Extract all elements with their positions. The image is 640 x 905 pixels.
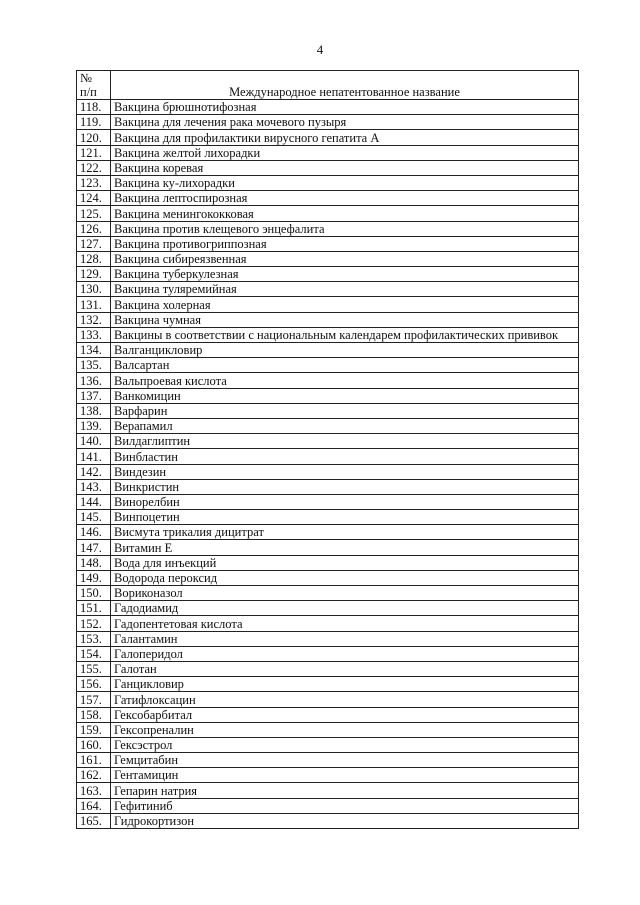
row-drug-name: Валсартан	[111, 358, 579, 373]
table-row	[77, 267, 579, 282]
table-row	[77, 677, 579, 692]
row-drug-name: Вакцина холерная	[111, 297, 579, 312]
row-number: 125.	[77, 206, 111, 221]
row-number: 149.	[77, 570, 111, 585]
row-number: 147.	[77, 540, 111, 555]
row-drug-name: Вакцина туберкулезная	[111, 267, 579, 282]
row-drug-name: Винбластин	[111, 449, 579, 464]
row-drug-name: Вориконазол	[111, 586, 579, 601]
row-drug-name: Вода для инъекций	[111, 555, 579, 570]
table-row	[77, 570, 579, 585]
row-drug-name: Ванкомицин	[111, 388, 579, 403]
row-number: 131.	[77, 297, 111, 312]
table-header-row	[77, 71, 579, 100]
row-number: 164.	[77, 798, 111, 813]
row-number: 155.	[77, 661, 111, 676]
row-drug-name: Галотан	[111, 661, 579, 676]
row-number: 152.	[77, 616, 111, 631]
row-drug-name: Гадопентетовая кислота	[111, 616, 579, 631]
row-number: 163.	[77, 783, 111, 798]
table-row	[77, 418, 579, 433]
table-row	[77, 479, 579, 494]
row-number: 143.	[77, 479, 111, 494]
column-header-number-abbr: п/п	[80, 85, 97, 99]
row-drug-name: Вакцина брюшнотифозная	[111, 100, 579, 115]
table-row	[77, 388, 579, 403]
row-number: 148.	[77, 555, 111, 570]
table-row	[77, 403, 579, 418]
row-drug-name: Вальпроевая кислота	[111, 373, 579, 388]
row-drug-name: Валганцикловир	[111, 343, 579, 358]
row-drug-name: Вакцина чумная	[111, 312, 579, 327]
row-drug-name: Вакцина туляремийная	[111, 282, 579, 297]
row-drug-name: Вакцина лептоспирозная	[111, 191, 579, 206]
row-drug-name: Вакцина сибиреязвенная	[111, 251, 579, 266]
table-row	[77, 130, 579, 145]
table-row	[77, 616, 579, 631]
page-number: 4	[316, 42, 324, 57]
row-number: 121.	[77, 145, 111, 160]
table-row	[77, 191, 579, 206]
table-row	[77, 464, 579, 479]
table-row	[77, 251, 579, 266]
table-row	[77, 783, 579, 798]
row-drug-name: Вакцина ку-лихорадки	[111, 175, 579, 190]
table-row	[77, 297, 579, 312]
row-number: 139.	[77, 418, 111, 433]
row-number: 132.	[77, 312, 111, 327]
row-number: 137.	[77, 388, 111, 403]
table-row	[77, 631, 579, 646]
row-drug-name: Вакцина для лечения рака мочевого пузыря	[111, 115, 579, 130]
table-row	[77, 206, 579, 221]
row-drug-name: Витамин Е	[111, 540, 579, 555]
table-row	[77, 586, 579, 601]
table-row	[77, 555, 579, 570]
row-drug-name: Гидрокортизон	[111, 813, 579, 828]
row-number: 126.	[77, 221, 111, 236]
row-drug-name: Вакцина желтой лихорадки	[111, 145, 579, 160]
row-number: 127.	[77, 236, 111, 251]
row-number: 162.	[77, 768, 111, 783]
row-number: 133.	[77, 327, 111, 342]
row-drug-name: Гефитиниб	[111, 798, 579, 813]
row-number: 140.	[77, 434, 111, 449]
row-drug-name: Водорода пероксид	[111, 570, 579, 585]
table-row	[77, 236, 579, 251]
table-row	[77, 646, 579, 661]
table-row	[77, 707, 579, 722]
table-row	[77, 813, 579, 828]
row-number: 141.	[77, 449, 111, 464]
row-number: 138.	[77, 403, 111, 418]
row-number: 144.	[77, 494, 111, 509]
table-row	[77, 434, 579, 449]
table-row	[77, 160, 579, 175]
row-number: 157.	[77, 692, 111, 707]
row-drug-name: Галоперидол	[111, 646, 579, 661]
table-row	[77, 737, 579, 752]
table-row	[77, 449, 579, 464]
row-number: 156.	[77, 677, 111, 692]
table-row	[77, 221, 579, 236]
row-drug-name: Варфарин	[111, 403, 579, 418]
row-drug-name: Гемцитабин	[111, 753, 579, 768]
row-number: 158.	[77, 707, 111, 722]
row-number: 142.	[77, 464, 111, 479]
row-drug-name: Верапамил	[111, 418, 579, 433]
table-row	[77, 115, 579, 130]
table-row	[77, 601, 579, 616]
row-number: 135.	[77, 358, 111, 373]
table-row	[77, 768, 579, 783]
row-number: 124.	[77, 191, 111, 206]
table-row	[77, 358, 579, 373]
row-number: 119.	[77, 115, 111, 130]
row-drug-name: Галантамин	[111, 631, 579, 646]
table-row	[77, 327, 579, 342]
row-number: 145.	[77, 510, 111, 525]
row-number: 159.	[77, 722, 111, 737]
drug-list-table	[76, 70, 579, 829]
row-drug-name: Винкристин	[111, 479, 579, 494]
row-drug-name: Виндезин	[111, 464, 579, 479]
row-number: 153.	[77, 631, 111, 646]
row-drug-name: Гексэстрол	[111, 737, 579, 752]
row-drug-name: Висмута трикалия дицитрат	[111, 525, 579, 540]
row-number: 161.	[77, 753, 111, 768]
row-number: 160.	[77, 737, 111, 752]
row-drug-name: Гадодиамид	[111, 601, 579, 616]
row-number: 130.	[77, 282, 111, 297]
row-number: 118.	[77, 100, 111, 115]
row-number: 150.	[77, 586, 111, 601]
row-number: 136.	[77, 373, 111, 388]
row-number: 129.	[77, 267, 111, 282]
row-drug-name: Гепарин натрия	[111, 783, 579, 798]
row-drug-name: Гексобарбитал	[111, 707, 579, 722]
row-drug-name: Винпоцетин	[111, 510, 579, 525]
row-drug-name: Гексопреналин	[111, 722, 579, 737]
row-drug-name: Вакцина противогриппозная	[111, 236, 579, 251]
row-number: 134.	[77, 343, 111, 358]
row-drug-name: Вакцина для профилактики вирусного гепатита А	[111, 130, 579, 145]
table-row	[77, 692, 579, 707]
row-drug-name: Вакцины в соответствии с национальным календарем профилактических прививок	[111, 327, 579, 342]
table-row	[77, 312, 579, 327]
column-header-number	[77, 71, 111, 100]
row-drug-name: Вилдаглиптин	[111, 434, 579, 449]
table-row	[77, 343, 579, 358]
table-row	[77, 661, 579, 676]
table-row	[77, 373, 579, 388]
row-drug-name: Винорелбин	[111, 494, 579, 509]
row-drug-name: Вакцина менингококковая	[111, 206, 579, 221]
table-row	[77, 494, 579, 509]
row-number: 123.	[77, 175, 111, 190]
column-header-number-symbol: №	[80, 71, 92, 85]
table-row	[77, 282, 579, 297]
table-row	[77, 753, 579, 768]
table-row	[77, 525, 579, 540]
row-number: 154.	[77, 646, 111, 661]
row-number: 120.	[77, 130, 111, 145]
table-row	[77, 510, 579, 525]
table-row	[77, 798, 579, 813]
table-row	[77, 540, 579, 555]
table-body	[77, 100, 579, 829]
row-number: 128.	[77, 251, 111, 266]
table-row	[77, 175, 579, 190]
row-drug-name: Вакцина против клещевого энцефалита	[111, 221, 579, 236]
row-drug-name: Гентамицин	[111, 768, 579, 783]
row-number: 165.	[77, 813, 111, 828]
table-row	[77, 100, 579, 115]
column-header-name: Международное непатентованное название	[111, 71, 579, 100]
row-drug-name: Ганцикловир	[111, 677, 579, 692]
row-number: 122.	[77, 160, 111, 175]
table-row	[77, 722, 579, 737]
row-drug-name: Вакцина коревая	[111, 160, 579, 175]
row-drug-name: Гатифлоксацин	[111, 692, 579, 707]
row-number: 146.	[77, 525, 111, 540]
table-row	[77, 145, 579, 160]
row-number: 151.	[77, 601, 111, 616]
